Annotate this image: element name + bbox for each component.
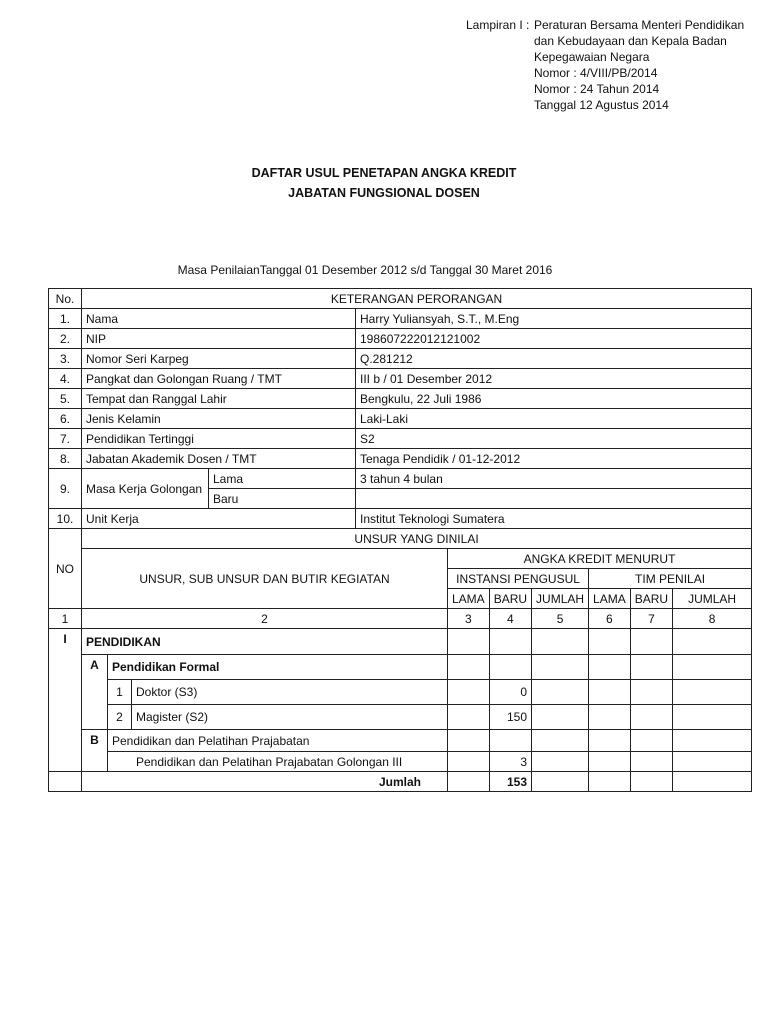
row-label: Pendidikan Tertinggi bbox=[82, 429, 356, 449]
row-value: III b / 01 Desember 2012 bbox=[356, 369, 752, 389]
instansi-pengusul-header: INSTANSI PENGUSUL bbox=[448, 569, 589, 589]
item-no: 2 bbox=[108, 705, 132, 730]
row-no: 1. bbox=[49, 309, 82, 329]
masa-kerja-label: Masa Kerja Golongan bbox=[82, 469, 209, 509]
row-value: Institut Teknologi Sumatera bbox=[356, 509, 752, 529]
table-row bbox=[49, 705, 752, 730]
row-value: Tenaga Pendidik / 01-12-2012 bbox=[356, 449, 752, 469]
row-label: Jabatan Akademik Dosen / TMT bbox=[82, 449, 356, 469]
lampiran-line: Peraturan Bersama Menteri Pendidikan bbox=[534, 18, 745, 32]
table-row bbox=[49, 449, 752, 469]
item-baru-value: 150 bbox=[489, 705, 531, 730]
column-number-row bbox=[49, 609, 752, 629]
unsur-dinilai-header: UNSUR YANG DINILAI bbox=[82, 529, 752, 549]
column-number: 6 bbox=[589, 609, 631, 629]
row-label: Nama bbox=[82, 309, 356, 329]
baru-label: Baru bbox=[209, 489, 356, 509]
row-no: 10. bbox=[49, 509, 82, 529]
item-label: Doktor (S3) bbox=[132, 680, 448, 705]
unsur-header-row bbox=[49, 529, 752, 549]
table-row bbox=[49, 752, 752, 772]
table-row bbox=[49, 409, 752, 429]
row-no: 6. bbox=[49, 409, 82, 429]
lama-header: LAMA bbox=[448, 589, 490, 609]
row-value: 198607222012121002 bbox=[356, 329, 752, 349]
row-label: Pangkat dan Golongan Ruang / TMT bbox=[82, 369, 356, 389]
row-value: S2 bbox=[356, 429, 752, 449]
masa-penilaian: Masa PenilaianTanggal 01 Desember 2012 s/d Tanggal 30 Maret 2016 bbox=[177, 263, 553, 277]
row-value: Laki-Laki bbox=[356, 409, 752, 429]
section-no: I bbox=[49, 629, 82, 772]
tim-penilai-header: TIM PENILAI bbox=[589, 569, 752, 589]
subsection-letter: B bbox=[82, 730, 108, 772]
item-baru-value: 0 bbox=[489, 680, 531, 705]
lampiran-line: dan Kebudayaan dan Kepala Badan bbox=[534, 34, 727, 48]
unsur-header-row bbox=[49, 549, 752, 569]
row-label: Tempat dan Ranggal Lahir bbox=[82, 389, 356, 409]
jumlah-row bbox=[49, 772, 752, 792]
table-row bbox=[49, 349, 752, 369]
baru-value bbox=[356, 489, 752, 509]
lampiran-line: Nomor : 24 Tahun 2014 bbox=[534, 82, 660, 96]
item-baru-value: 3 bbox=[489, 752, 531, 772]
table-row bbox=[49, 680, 752, 705]
document-title: DAFTAR USUL PENETAPAN ANGKA KREDIT bbox=[251, 166, 517, 180]
angka-kredit-table bbox=[48, 288, 752, 792]
column-number: 2 bbox=[82, 609, 448, 629]
section-label: PENDIDIKAN bbox=[82, 629, 448, 655]
jumlah-header: JUMLAH bbox=[532, 589, 589, 609]
row-label: Unit Kerja bbox=[82, 509, 356, 529]
lampiran-line: Kepegawaian Negara bbox=[534, 50, 650, 64]
unsur-no-header: NO bbox=[49, 529, 82, 609]
keterangan-header: KETERANGAN PERORANGAN bbox=[82, 289, 752, 309]
baru-header: BARU bbox=[630, 589, 672, 609]
row-no: 4. bbox=[49, 369, 82, 389]
column-number: 3 bbox=[448, 609, 490, 629]
row-value: Harry Yuliansyah, S.T., M.Eng bbox=[356, 309, 752, 329]
jumlah-label: Jumlah bbox=[82, 772, 448, 792]
row-value: Bengkulu, 22 Juli 1986 bbox=[356, 389, 752, 409]
lama-value: 3 tahun 4 bulan bbox=[356, 469, 752, 489]
row-no: 9. bbox=[49, 469, 82, 509]
table-row bbox=[49, 389, 752, 409]
jumlah-header: JUMLAH bbox=[673, 589, 752, 609]
row-no: 2. bbox=[49, 329, 82, 349]
subsection-letter: A bbox=[82, 655, 108, 730]
personal-header-row bbox=[49, 289, 752, 309]
row-no: 3. bbox=[49, 349, 82, 369]
row-value: Q.281212 bbox=[356, 349, 752, 369]
item-no: 1 bbox=[108, 680, 132, 705]
baru-header: BARU bbox=[489, 589, 531, 609]
table-row bbox=[49, 509, 752, 529]
jumlah-baru-value: 153 bbox=[489, 772, 531, 792]
subsection-row bbox=[49, 730, 752, 752]
table-row bbox=[49, 429, 752, 449]
lampiran-block bbox=[466, 17, 744, 113]
butir-kegiatan-header: UNSUR, SUB UNSUR DAN BUTIR KEGIATAN bbox=[82, 549, 448, 609]
item-label: Pendidikan dan Pelatihan Prajabatan Golongan III bbox=[108, 752, 448, 772]
angka-kredit-header: ANGKA KREDIT MENURUT bbox=[448, 549, 752, 569]
row-no: 8. bbox=[49, 449, 82, 469]
subsection-label: Pendidikan dan Pelatihan Prajabatan bbox=[108, 730, 448, 752]
masa-kerja-row bbox=[49, 469, 752, 489]
item-label: Magister (S2) bbox=[132, 705, 448, 730]
row-label: NIP bbox=[82, 329, 356, 349]
row-no: 7. bbox=[49, 429, 82, 449]
lama-header: LAMA bbox=[589, 589, 631, 609]
column-number: 1 bbox=[49, 609, 82, 629]
subsection-row bbox=[49, 655, 752, 680]
lampiran-line: Tanggal 12 Agustus 2014 bbox=[534, 98, 669, 112]
lampiran-label: Lampiran I : bbox=[466, 18, 530, 32]
table-row bbox=[49, 369, 752, 389]
table-row bbox=[49, 329, 752, 349]
row-label: Jenis Kelamin bbox=[82, 409, 356, 429]
column-number: 5 bbox=[532, 609, 589, 629]
column-number: 8 bbox=[673, 609, 752, 629]
document-subtitle: JABATAN FUNGSIONAL DOSEN bbox=[288, 186, 480, 200]
column-number: 7 bbox=[630, 609, 672, 629]
subsection-label: Pendidikan Formal bbox=[108, 655, 448, 680]
row-label: Nomor Seri Karpeg bbox=[82, 349, 356, 369]
row-no: 5. bbox=[49, 389, 82, 409]
lampiran-line: Nomor : 4/VIII/PB/2014 bbox=[534, 66, 658, 80]
col-no-header: No. bbox=[49, 289, 82, 309]
column-number: 4 bbox=[489, 609, 531, 629]
section-row bbox=[49, 629, 752, 655]
lama-label: Lama bbox=[209, 469, 356, 489]
table-row bbox=[49, 309, 752, 329]
